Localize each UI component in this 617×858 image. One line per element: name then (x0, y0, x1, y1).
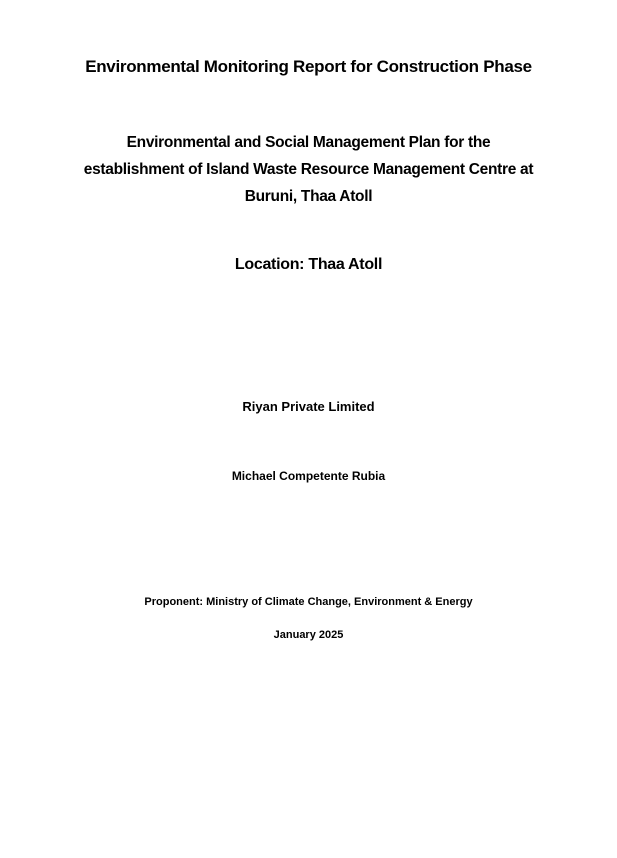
consultant-name: Michael Competente Rubia (231, 469, 386, 483)
report-title: Environmental Monitoring Report for Construction Phase (85, 57, 532, 76)
report-date: January 2025 (273, 629, 344, 641)
plan-title-line-2: establishment of Island Waste Resource Management Centre at (83, 161, 534, 178)
company-name: Riyan Private Limited (242, 399, 375, 414)
plan-title (0, 129, 617, 210)
plan-title-line-3: Buruni, Thaa Atoll (244, 188, 373, 205)
location-heading: Location: Thaa Atoll (234, 256, 383, 273)
plan-title-line-1: Environmental and Social Management Plan for the (126, 134, 491, 151)
proponent-line: Proponent: Ministry of Climate Change, Environment & Energy (144, 596, 473, 608)
